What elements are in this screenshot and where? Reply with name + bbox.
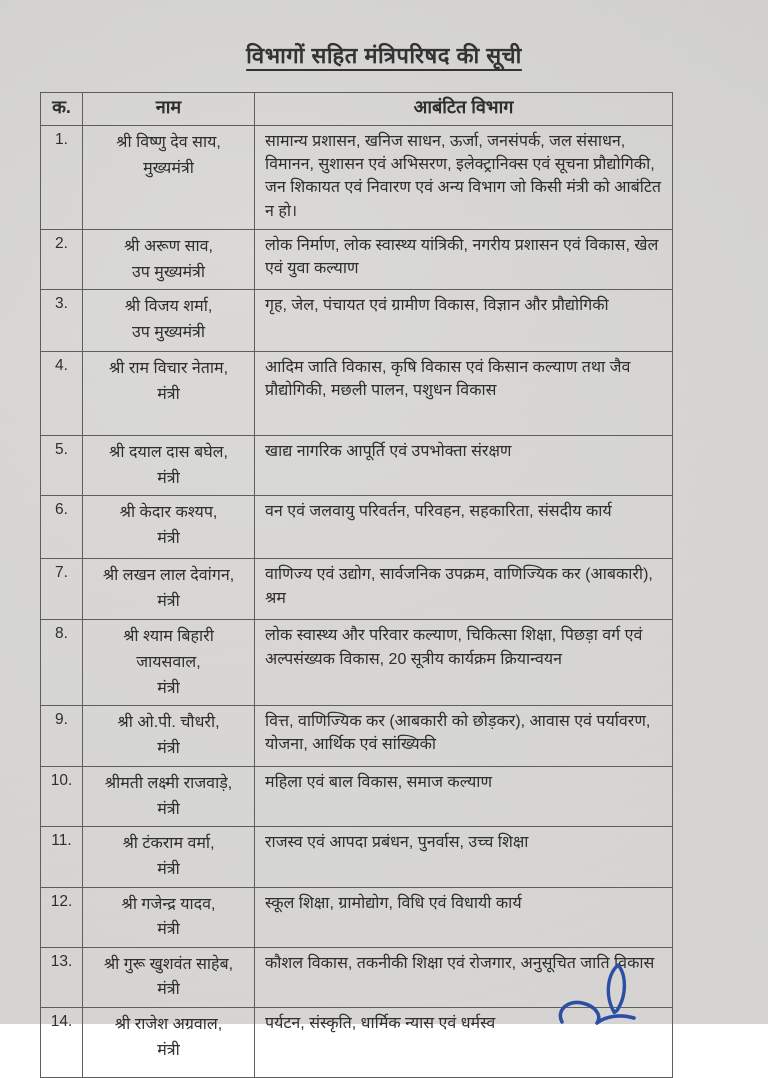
table-row bbox=[41, 436, 673, 496]
table-row bbox=[41, 767, 673, 827]
table-row bbox=[41, 352, 673, 436]
row-departments: पर्यटन, संस्कृति, धार्मिक न्यास एवं धर्मस्व bbox=[255, 1007, 673, 1077]
minister-name: श्री टंकराम वर्मा, bbox=[122, 835, 215, 853]
minister-name-cell bbox=[83, 559, 255, 620]
signature-loop-stroke bbox=[560, 1002, 634, 1023]
minister-role: मंत्री bbox=[157, 529, 180, 547]
minister-name: श्री दयाल दास बघेल, bbox=[109, 444, 228, 462]
minister-name-cell bbox=[83, 230, 255, 290]
row-departments: लोक स्वास्थ्य और परिवार कल्याण, चिकित्सा शिक्षा, पिछड़ा वर्ग एवं अल्पसंख्यक विकास, 20 सूत्रीय कार्यक्रम क्रियान्वयन bbox=[255, 620, 673, 706]
ministers-table bbox=[40, 92, 673, 1078]
header-serial: क. bbox=[41, 93, 83, 126]
row-departments: सामान्य प्रशासन, खनिज साधन, ऊर्जा, जनसंपर्क, जल संसाधन, विमानन, सुशासन एवं अभिसरण, इलेक्ट्रानिक्स एवं सूचना प्रौद्योगिकी, जन शिकायत एवं निवारण एवं अन्य विभाग जो किसी मंत्री को आबंटित न हो। bbox=[255, 126, 673, 230]
minister-role: मंत्री bbox=[157, 385, 180, 403]
row-serial: 7. bbox=[41, 559, 83, 620]
row-serial: 13. bbox=[41, 947, 83, 1007]
minister-name: श्री अरूण साव, bbox=[124, 238, 213, 255]
row-serial: 12. bbox=[41, 887, 83, 947]
row-departments: वित्त, वाणिज्यिक कर (आबकारी को छोड़कर), आवास एवं पर्यावरण, योजना, आर्थिक एवं सांख्यिकी bbox=[255, 706, 673, 767]
row-serial: 6. bbox=[41, 496, 83, 559]
minister-name: श्री विष्णु देव साय, bbox=[116, 134, 221, 151]
row-departments: कौशल विकास, तकनीकी शिक्षा एवं रोजगार, अनुसूचित जाति विकास bbox=[255, 947, 673, 1007]
minister-role: मंत्री bbox=[157, 679, 180, 697]
table-row bbox=[41, 290, 673, 352]
row-serial: 11. bbox=[41, 827, 83, 887]
table-row bbox=[41, 887, 673, 947]
minister-name-cell bbox=[83, 496, 255, 559]
row-serial: 2. bbox=[41, 230, 83, 290]
minister-name: श्री गजेन्द्र यादव, bbox=[121, 895, 216, 913]
minister-name-cell bbox=[83, 436, 255, 496]
minister-role: मंत्री bbox=[157, 921, 180, 939]
row-serial: 5. bbox=[41, 436, 83, 496]
minister-role: मंत्री bbox=[157, 469, 180, 487]
row-serial: 14. bbox=[41, 1007, 83, 1077]
minister-role: मुख्यमंत्री bbox=[143, 159, 194, 177]
row-departments: राजस्व एवं आपदा प्रबंधन, पुनर्वास, उच्च शिक्षा bbox=[255, 827, 673, 887]
minister-name-cell bbox=[83, 1007, 255, 1077]
row-departments: महिला एवं बाल विकास, समाज कल्याण bbox=[255, 767, 673, 827]
header-departments: आबंटित विभाग bbox=[255, 93, 673, 126]
minister-role: मंत्री bbox=[157, 860, 180, 878]
minister-role: मंत्री bbox=[157, 800, 180, 818]
row-departments: वन एवं जलवायु परिवर्तन, परिवहन, सहकारिता, संसदीय कार्य bbox=[255, 496, 673, 559]
table-row bbox=[41, 620, 673, 706]
minister-name: श्री लखन लाल देवांगन, bbox=[102, 567, 235, 585]
minister-role: मंत्री bbox=[157, 981, 180, 999]
row-departments: वाणिज्य एवं उद्योग, सार्वजनिक उपक्रम, वाणिज्यिक कर (आबकारी), श्रम bbox=[255, 559, 673, 620]
minister-name: श्री श्याम बिहारी जायसवाल, bbox=[123, 628, 214, 671]
table-row bbox=[41, 706, 673, 767]
row-serial: 1. bbox=[41, 126, 83, 230]
minister-name: श्री राजेश अग्रवाल, bbox=[114, 1015, 223, 1033]
row-departments: आदिम जाति विकास, कृषि विकास एवं किसान कल्याण तथा जैव प्रौद्योगिकी, मछली पालन, पशुधन विकास bbox=[255, 352, 673, 436]
minister-name-cell bbox=[83, 620, 255, 706]
minister-role: मंत्री bbox=[157, 592, 180, 610]
minister-name: श्री केदार कश्यप, bbox=[119, 504, 218, 522]
minister-role: मंत्री bbox=[157, 739, 180, 757]
row-departments: खाद्य नागरिक आपूर्ति एवं उपभोक्ता संरक्षण bbox=[255, 436, 673, 496]
row-serial: 3. bbox=[41, 290, 83, 352]
row-serial: 10. bbox=[41, 767, 83, 827]
table-header-row bbox=[41, 93, 673, 126]
row-departments: स्कूल शिक्षा, ग्रामोद्योग, विधि एवं विधायी कार्य bbox=[255, 887, 673, 947]
minister-name-cell bbox=[83, 290, 255, 352]
minister-name-cell bbox=[83, 827, 255, 887]
minister-name-cell bbox=[83, 767, 255, 827]
row-departments: लोक निर्माण, लोक स्वास्थ्य यांत्रिकी, नगरीय प्रशासन एवं विकास, खेल एवं युवा कल्याण bbox=[255, 230, 673, 290]
table-row bbox=[41, 559, 673, 620]
minister-name: श्रीमती लक्ष्मी राजवाड़े, bbox=[104, 775, 233, 793]
minister-name: श्री विजय शर्मा, bbox=[124, 298, 213, 316]
row-departments: गृह, जेल, पंचायत एवं ग्रामीण विकास, विज्ञान और प्रौद्योगिकी bbox=[255, 290, 673, 352]
minister-name-cell bbox=[83, 352, 255, 436]
table-row bbox=[41, 827, 673, 887]
minister-role: उप मुख्यमंत्री bbox=[131, 263, 206, 281]
minister-name-cell bbox=[83, 947, 255, 1007]
signature-ink bbox=[552, 958, 678, 1024]
signature-leaf-stroke bbox=[608, 965, 624, 1012]
page-title: विभागों सहित मंत्रिपरिषद की सूची bbox=[246, 43, 522, 68]
table-row bbox=[41, 230, 673, 290]
minister-name: श्री ओ.पी. चौधरी, bbox=[117, 714, 220, 732]
header-name: नाम bbox=[83, 93, 255, 126]
table-row bbox=[41, 496, 673, 559]
minister-role: उप मुख्यमंत्री bbox=[131, 323, 206, 341]
minister-name-cell bbox=[83, 126, 255, 230]
table-row bbox=[41, 126, 673, 230]
row-serial: 4. bbox=[41, 352, 83, 436]
row-serial: 9. bbox=[41, 706, 83, 767]
minister-name: श्री गुरू खुशवंत साहेब, bbox=[103, 955, 234, 973]
minister-name-cell bbox=[83, 706, 255, 767]
row-serial: 8. bbox=[41, 620, 83, 706]
minister-name-cell bbox=[83, 887, 255, 947]
minister-name: श्री राम विचार नेताम, bbox=[108, 360, 229, 378]
minister-role: मंत्री bbox=[157, 1041, 180, 1059]
